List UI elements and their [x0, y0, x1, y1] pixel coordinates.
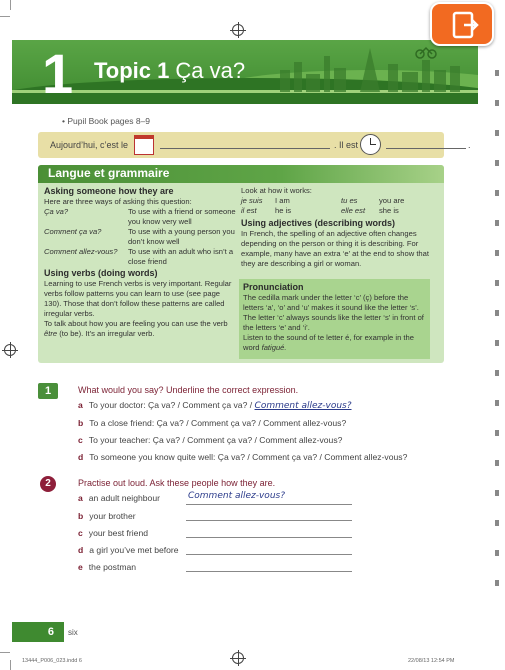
exercise1-item: b To a close friend: Ça va? / Comment ça va? / Comment allez-vous?: [78, 418, 347, 428]
calendar-icon: [134, 135, 154, 155]
print-slug-left: 13444_P006_023.indd 6: [22, 658, 82, 664]
crop-line: [0, 16, 10, 17]
clock-icon: [360, 134, 381, 155]
exercise1-item: c To your teacher: Ça va? / Comment ça va? / Comment allez-vous?: [78, 435, 343, 445]
print-slug-right: 22/08/13 12:54 PM: [408, 658, 455, 664]
document-share-icon[interactable]: [430, 2, 494, 46]
asking-row: Comment allez-vous? To use with an adult who isn’t a close friend: [44, 247, 234, 266]
topic-number: 1: [42, 42, 74, 104]
book-icon: 1: [38, 383, 58, 399]
exercise2-item: e the postman: [78, 562, 137, 572]
crop-line: [10, 660, 11, 670]
pronunciation-text-2: Listen to the sound of te letter é, for example in the word fatigué.: [243, 333, 414, 352]
city-skyline-icon: [270, 44, 470, 92]
exercise2-item: a an adult neighbour: [78, 493, 160, 503]
verb-pairs-table: je suis I am tu es you are il est he is elle est she is: [241, 196, 405, 215]
answer-line[interactable]: [186, 571, 352, 572]
answer-line[interactable]: [186, 520, 352, 521]
date-write-line[interactable]: [160, 148, 330, 149]
exercise2-item: d a girl you’ve met before: [78, 545, 179, 555]
registration-mark-left: [4, 344, 16, 356]
exercise1-item: d To someone you know quite well: Ça va? / Comment ça va? / Comment allez-vous?: [78, 452, 408, 462]
answer-line[interactable]: [186, 504, 352, 505]
registration-mark-bottom: [232, 652, 244, 664]
asking-intro: Here are three ways of asking this question:: [44, 197, 192, 206]
exercise2-item: c your best friend: [78, 528, 149, 538]
handwritten-answer[interactable]: Comment allez-vous?: [254, 401, 352, 411]
pupil-book-reference: • Pupil Book pages 8–9: [62, 116, 151, 126]
handwritten-answer[interactable]: Comment allez-vous?: [188, 491, 285, 501]
page-number-word: six: [68, 628, 78, 637]
registration-mark-top: [232, 24, 244, 36]
speech-icon: 2: [40, 476, 56, 492]
date-bar: [38, 132, 471, 158]
look-intro: Look at how it works:: [241, 186, 312, 195]
pronunciation-text: The cedilla mark under the letter ‘c’ (ç) before the letters ‘a’, ‘o’ and ‘u’ makes it sound like the letter ‘s’. The letter ‘c’ always sounds like the letter ‘s’ in front of the letters ‘e’ and ‘i’.: [243, 293, 424, 332]
date-bar-end: .: [468, 140, 471, 150]
crop-line: [0, 652, 10, 653]
adjectives-text: In French, the spelling of an adjective often changes depending on the person or thing it is describing. For example, many have an extra ‘e’ at the end to show that they are describing a girl or woman.: [241, 229, 429, 268]
grammar-heading-bar: [38, 165, 444, 183]
exercise2-title: Practise out loud. Ask these people how they are.: [78, 478, 276, 488]
grammar-heading: Langue et grammaire: [48, 166, 170, 180]
time-write-line[interactable]: [386, 148, 466, 149]
pronunciation-box: [239, 279, 430, 359]
topic-banner: [12, 40, 478, 104]
page-number: 6: [12, 622, 64, 642]
verbs-text-2: To talk about how you are feeling you can use the verb être (to be). It’s an irregular verb.: [44, 319, 228, 338]
asking-row: Ça va? To use with a friend or someone you know very well: [44, 207, 236, 226]
exercise1-title: What would you say? Underline the correct expression.: [78, 385, 299, 395]
verbs-heading: Using verbs (doing words): [44, 268, 158, 278]
verbs-text: Learning to use French verbs is very important. Regular verbs follow patterns you can learn to use (see page 130). Those that don’t follow these patterns are called irregular verbs.: [44, 279, 232, 318]
exercise2-item: b your brother: [78, 511, 136, 521]
date-label: Aujourd’hui, c’est le: [50, 140, 129, 150]
grammar-left-column: [44, 186, 238, 339]
topic-title-text: Ça va?: [175, 58, 246, 83]
answer-line[interactable]: [186, 537, 352, 538]
pronunciation-heading: Pronunciation: [243, 282, 304, 292]
crop-line: [10, 0, 11, 10]
topic-title: [94, 58, 245, 84]
answer-line[interactable]: [186, 554, 352, 555]
asking-heading: Asking someone how they are: [44, 186, 174, 196]
grammar-right-column: [241, 186, 437, 269]
adjectives-heading: Using adjectives (describing words): [241, 218, 396, 228]
exercise1-item: a To your doctor: Ça va? / Comment ça va? / Comment allez-vous?: [78, 400, 352, 411]
asking-row: Comment ça va? To use with a young person you don’t know well: [44, 227, 235, 246]
time-label: . Il est: [334, 140, 359, 150]
topic-label: Topic 1: [94, 58, 170, 83]
